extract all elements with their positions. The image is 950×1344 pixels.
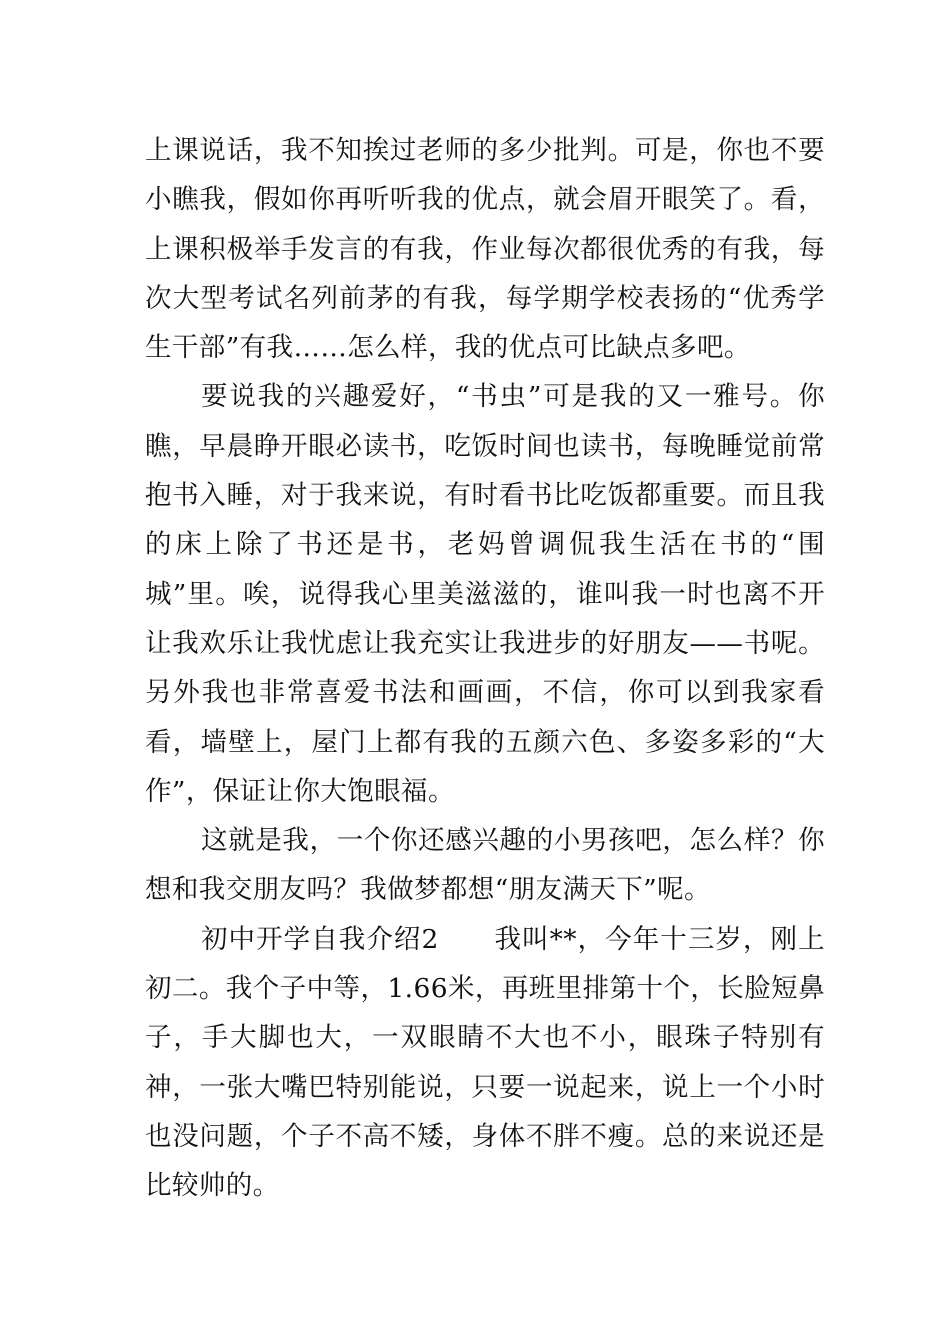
paragraph-1: 上课说话，我不知挨过老师的多少批判。可是，你也不要小瞧我，假如你再听听我的优点，就会眉开眼笑了。看，上课积极举手发言的有我，作业每次都很优秀的有我，每次大型考试名列前茅的有我，每学期学校表扬的“优秀学生干部”有我……怎么样，我的优点可比缺点多吧。: [145, 135, 825, 364]
paragraph-2: 要说我的兴趣爱好，“书虫”可是我的又一雅号。你瞧，早晨睁开眼必读书，吃饭时间也读书，每晚睡觉前常抱书入睡，对于我来说，有时看书比吃饭都重要。而且我的床上除了书还是书，老妈曾调侃我生活在书的“围城”里。唉，说得我心里美滋滋的，谁叫我一时也离不开让我欢乐让我忧虑让我充实让我进步的好朋友——书呢。另外我也非常喜爱书法和画画，不信，你可以到我家看看，墙壁上，屋门上都有我的五颜六色、多姿多彩的“大作”，保证让你大饱眼福。: [145, 381, 825, 807]
paragraph-4: 初中开学自我介绍2 我叫**，今年十三岁，刚上初二。我个子中等，1.66米，再班里排第十个，长脸短鼻子，手大脚也大，一双眼睛不大也不小，眼珠子特别有神，一张大嘴巴特别能说，只要一说起来，说上一个小时也没问题，个子不高不矮，身体不胖不瘦。总的来说还是比较帅的。: [145, 923, 825, 1202]
paragraph-3: 这就是我，一个你还感兴趣的小男孩吧，怎么样？你想和我交朋友吗？我做梦都想“朋友满天下”呢。: [145, 825, 825, 906]
document-body: [145, 126, 825, 1211]
